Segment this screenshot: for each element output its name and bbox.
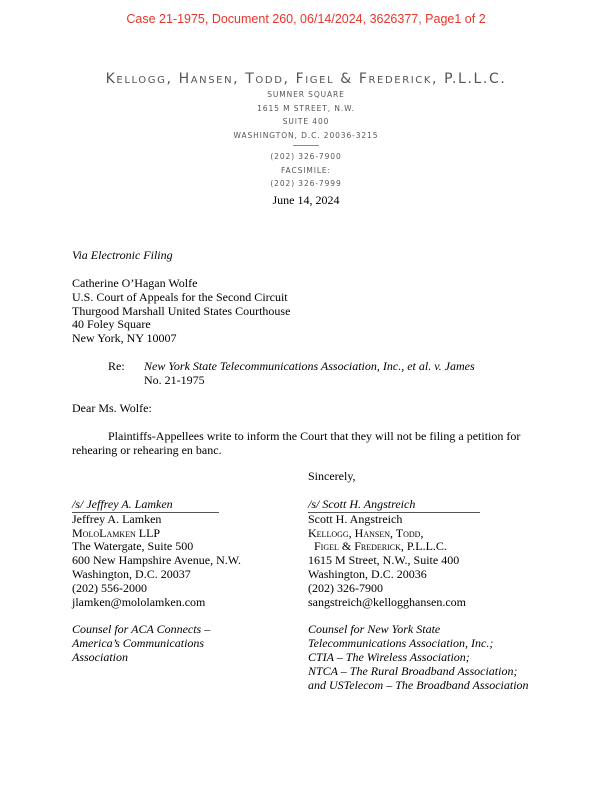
recipient-line: Catherine O’Hagan Wolfe bbox=[72, 276, 198, 290]
body-line: Plaintiffs-Appellees write to inform the Court that they will not be filing a petition for bbox=[108, 429, 521, 443]
sig-line: MoloLamken LLP bbox=[72, 525, 161, 540]
sig-line: Washington, D.C. 20037 bbox=[72, 566, 191, 581]
sig-line: 600 New Hampshire Avenue, N.W. bbox=[72, 553, 241, 568]
sig-line: 1615 M Street, N.W., Suite 400 bbox=[308, 553, 460, 568]
sig-line: The Watergate, Suite 500 bbox=[72, 539, 194, 554]
recipient-address bbox=[72, 277, 290, 346]
body-paragraph bbox=[72, 430, 520, 458]
sig-line: (202) 556-2000 bbox=[72, 580, 147, 595]
signature: /s/ Jeffrey A. Lamken bbox=[72, 498, 219, 513]
counsel-line: Telecommunications Association, Inc.; bbox=[308, 636, 494, 651]
recipient-line: 40 Foley Square bbox=[72, 317, 151, 332]
letterhead-fax-label: FACSIMILE: bbox=[281, 165, 331, 175]
case-header-stamp: Case 21-1975, Document 260, 06/14/2024, 3626377, Page1 of 2 bbox=[126, 12, 486, 26]
sig-line: Jeffrey A. Lamken bbox=[72, 511, 162, 526]
recipient-line: New York, NY 10007 bbox=[72, 331, 177, 346]
sig-line: jlamken@mololamken.com bbox=[72, 594, 206, 609]
re-line bbox=[144, 360, 475, 388]
sig-line: Washington, D.C. 20036 bbox=[308, 566, 427, 581]
case-number: No. 21-1975 bbox=[144, 372, 205, 387]
letter-date: June 14, 2024 bbox=[272, 193, 340, 207]
letterhead bbox=[0, 70, 612, 191]
letterhead-line: SUMNER SQUARE bbox=[267, 90, 345, 99]
counsel-line: CTIA – The Wireless Association; bbox=[308, 649, 470, 664]
counsel-line: Counsel for New York State bbox=[308, 622, 441, 637]
case-name: New York State Telecommunications Association, Inc., et al. v. James bbox=[144, 359, 475, 373]
counsel-line: NTCA – The Rural Broadband Association; bbox=[308, 663, 518, 678]
sig-line: Kellogg, Hansen, Todd, bbox=[308, 525, 424, 540]
letterhead-divider bbox=[293, 145, 319, 146]
delivery-method: Via Electronic Filing bbox=[72, 248, 173, 262]
letterhead-fax: (202) 326-7999 bbox=[270, 179, 342, 188]
letterhead-line: WASHINGTON, D.C. 20036-3215 bbox=[233, 130, 379, 140]
sig-line: Figel & Frederick, P.L.L.C. bbox=[308, 539, 447, 554]
counsel-line: Counsel for ACA Connects – bbox=[72, 622, 211, 637]
body-line: rehearing or rehearing en banc. bbox=[72, 442, 222, 457]
left-signature-block bbox=[72, 498, 241, 665]
closing: Sincerely, bbox=[308, 469, 356, 483]
counsel-line: America’s Communications bbox=[72, 636, 205, 651]
right-signature-block bbox=[308, 498, 529, 692]
letterhead-line: SUITE 400 bbox=[282, 117, 330, 126]
recipient-line: U.S. Court of Appeals for the Second Circuit bbox=[72, 289, 288, 304]
letterhead-line: 1615 M STREET, N.W. bbox=[257, 103, 355, 113]
sig-line: sangstreich@kellogghansen.com bbox=[308, 594, 467, 609]
re-label: Re: bbox=[108, 359, 125, 373]
signature: /s/ Scott H. Angstreich bbox=[308, 498, 480, 513]
recipient-line: Thurgood Marshall United States Courthouse bbox=[72, 303, 291, 318]
firm-name: Kellogg, Hansen, Todd, Figel & Frederick, P.L.L.C. bbox=[105, 71, 507, 87]
letterhead-phone: (202) 326-7900 bbox=[270, 152, 342, 161]
salutation: Dear Ms. Wolfe: bbox=[72, 401, 152, 415]
counsel-line: and USTelecom – The Broadband Association bbox=[308, 677, 529, 692]
sig-line: (202) 326-7900 bbox=[308, 580, 383, 595]
sig-line: Scott H. Angstreich bbox=[308, 511, 403, 526]
counsel-line: Association bbox=[72, 649, 128, 664]
